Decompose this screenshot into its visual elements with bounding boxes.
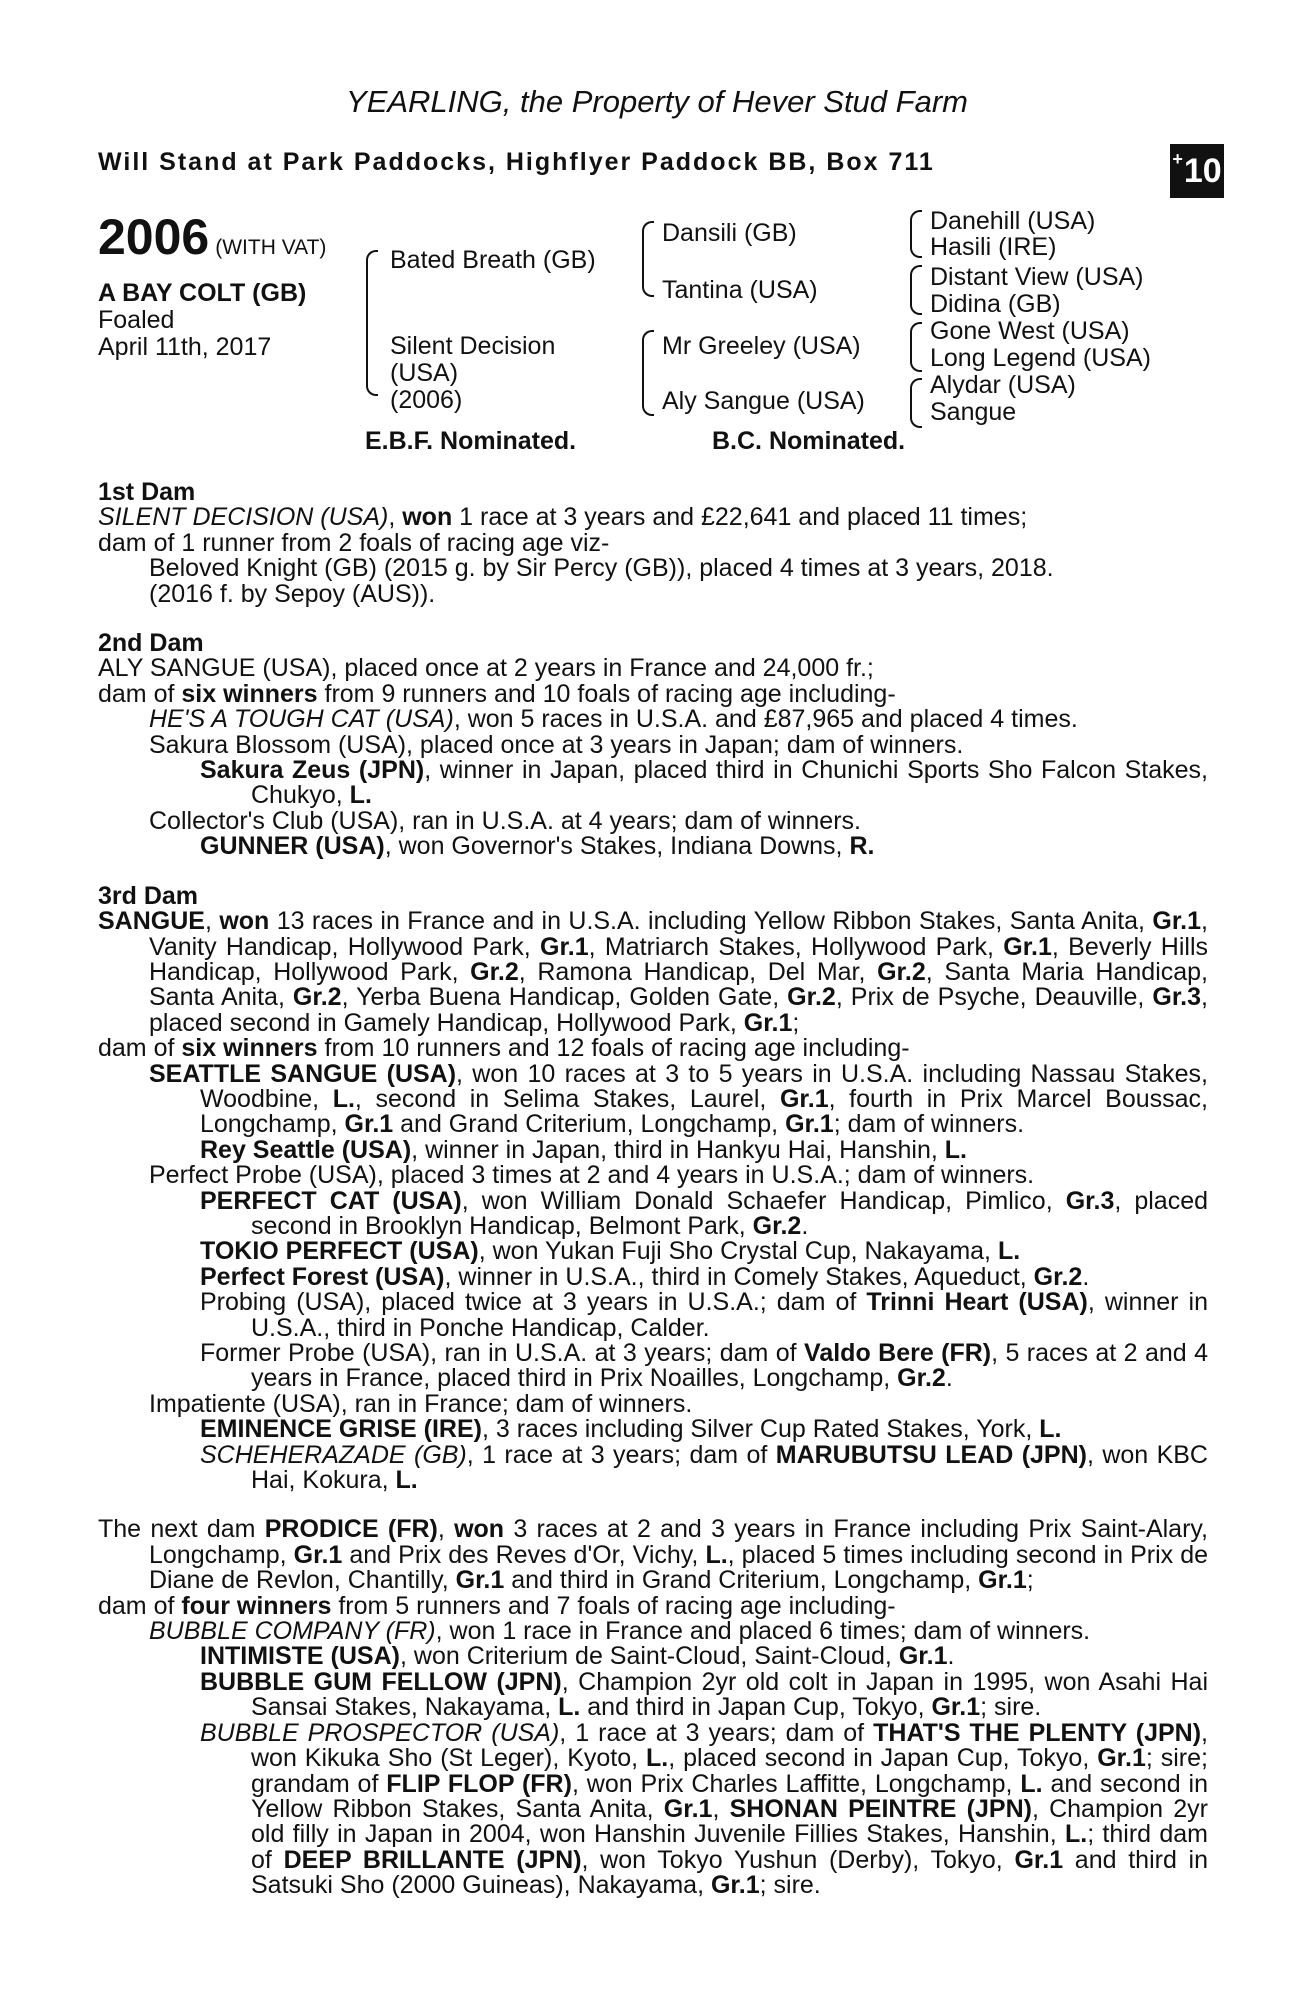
page-header: YEARLING, the Property of Hever Stud Farm — [346, 84, 968, 119]
text: from 9 runners and 10 foals of racing age including- — [317, 679, 896, 708]
stand-location: Will Stand at Park Paddocks, Highflyer Paddock BB, Box 711 — [98, 148, 935, 176]
text: , — [712, 1794, 730, 1823]
text: and second in Yellow Ribbon Stakes, Santa Anita, — [251, 1769, 1208, 1823]
gg-sire-1: Danehill (USA) — [930, 207, 1096, 235]
text: , fourth in Prix Marcel Boussac, Longchamp, — [200, 1084, 1208, 1139]
horse-name: BUBBLE GUM FELLOW (JPN) — [200, 1667, 562, 1696]
progeny-line — [98, 1135, 1208, 1164]
gg-dam-1: Hasili (IRE) — [930, 233, 1057, 261]
horse-name: DEEP BRILLANTE (JPN) — [283, 1845, 582, 1874]
text: ; dam of winners. — [833, 1110, 1025, 1139]
horse-name: SANGUE — [98, 907, 205, 936]
year-number: 2006 — [98, 209, 210, 265]
grade: Gr.1 — [1014, 1845, 1064, 1874]
text: , won 1 race in France and placed 6 times; dam of winners. — [435, 1617, 1091, 1646]
text: , winner in Japan, third in Hankyu Hai, Hanshin, — [411, 1135, 945, 1164]
text: from 10 runners and 12 foals of racing age including- — [317, 1034, 910, 1063]
progeny-line: Perfect Probe (USA), placed 3 times at 2 and 4 years in U.S.A.; dam of winners. — [149, 1161, 1035, 1190]
grade: Gr.1 — [1152, 907, 1202, 936]
text: , second in Selima Stakes, Laurel, — [354, 1084, 780, 1113]
text: , won Kikuka Sho (St Leger), Kyoto, — [251, 1718, 1208, 1773]
text: 1 race at 3 years and £22,641 and placed 11 times; — [452, 503, 1028, 532]
text: , won William Donald Schaefer Handicap, Pimlico, — [461, 1186, 1066, 1215]
won-label: won — [402, 503, 453, 532]
horse-name: EMINENCE GRISE (IRE) — [200, 1415, 482, 1444]
horse-name: MARUBUTSU LEAD (JPN) — [775, 1440, 1087, 1469]
grade: Gr.3 — [1065, 1186, 1115, 1215]
next-dam-summary — [98, 1591, 1208, 1620]
gg-dam-4: Sangue — [930, 398, 1017, 426]
text: , Vanity Handicap, Hollywood Park, — [149, 907, 1208, 961]
text: and third in Japan Cup, Tokyo, — [580, 1693, 932, 1722]
first-dam-summary: dam of 1 runner from 2 foals of racing age viz- — [98, 528, 610, 557]
bc-nominated: B.C. Nominated. — [712, 427, 906, 455]
text: ; sire; grandam of — [251, 1744, 1208, 1798]
progeny-line — [98, 834, 1208, 859]
grade: L. — [558, 1693, 581, 1722]
text: and third in Grand Criterium, Longchamp, — [504, 1566, 979, 1595]
horse-name: INTIMISTE (USA) — [200, 1642, 400, 1671]
text: , winner in Japan, placed third in Chunichi Sports Sho Falcon Stakes, Chukyo, — [251, 756, 1208, 810]
grade: L. — [1039, 1415, 1062, 1444]
text: , winner in U.S.A., third in Ponche Handicap, Calder. — [251, 1288, 1208, 1342]
grade: Gr.1 — [710, 1871, 760, 1900]
gg-sire-4: Alydar (USA) — [930, 371, 1076, 399]
horse-name: BUBBLE COMPANY (FR) — [149, 1617, 436, 1646]
grade: L. — [705, 1540, 728, 1569]
grade: L. — [1020, 1769, 1043, 1798]
grade: Gr.1 — [898, 1642, 948, 1671]
first-dam-line: SILENT DECISION (USA), won 1 race at 3 years and £22,641 and placed 11 times; — [98, 503, 1028, 532]
grade: Gr.1 — [540, 932, 589, 961]
text: , won Tokyo Yushun (Derby), Tokyo, — [581, 1845, 1015, 1874]
text: , won Criterium de Saint-Cloud, Saint-Cloud, — [400, 1642, 899, 1671]
dam-sire-name: Mr Greeley (USA) — [662, 332, 861, 360]
text: , placed second in Brooklyn Handicap, Belmont Park, — [251, 1186, 1209, 1240]
bold-text: six winners — [181, 1034, 318, 1063]
grade: Gr.1 — [978, 1566, 1027, 1595]
grade: L. — [646, 1744, 669, 1773]
horse-name: HE'S A TOUGH CAT (USA) — [149, 705, 454, 734]
text: and Grand Criterium, Longchamp, — [393, 1110, 786, 1139]
progeny-line — [98, 1667, 1208, 1722]
text: , won Prix Charles Laffitte, Longchamp, — [571, 1769, 1021, 1798]
pedigree-brace-2b — [642, 330, 654, 416]
text: The next dam — [98, 1515, 265, 1544]
pedigree-brace-3b — [910, 265, 922, 315]
horse-name: SILENT DECISION (USA) — [98, 503, 389, 532]
text: , won Governor's Stakes, Indiana Downs, — [384, 832, 850, 861]
text: dam of — [98, 1034, 182, 1063]
foaled-label: Foaled — [98, 306, 175, 334]
text: ; sire. — [980, 1693, 1042, 1722]
ebf-nominated: E.B.F. Nominated. — [365, 427, 577, 455]
grade: Gr.1 — [785, 1110, 834, 1139]
dam-dam-name: Aly Sangue (USA) — [662, 387, 865, 415]
gg-sire-2: Distant View (USA) — [930, 263, 1144, 291]
grade: Gr.1 — [293, 1540, 343, 1569]
progeny-line: Impatiente (USA), ran in France; dam of winners. — [149, 1389, 693, 1418]
text: , 5 races at 2 and 4 years in France, placed third in Prix Noailles, Longchamp, — [251, 1339, 1208, 1393]
lot-number: 10 — [1183, 151, 1222, 190]
text: 3 races at 2 and 3 years in France including Prix Saint-Alary, Longchamp, — [149, 1515, 1208, 1569]
text: , placed second in Japan Cup, Tokyo, — [668, 1744, 1098, 1773]
pedigree-brace-3a — [910, 210, 922, 258]
horse-name: A BAY COLT (GB) — [98, 279, 307, 307]
progeny-line — [98, 1619, 1208, 1644]
third-dam-summary — [98, 1036, 1208, 1061]
pedigree-brace-1 — [366, 250, 378, 396]
text: , Champion 2yr old colt in Japan in 1995, won Asahi Hai Sansai Stakes, Nakayama, — [251, 1667, 1208, 1722]
text: . — [947, 1642, 955, 1671]
horse-name: THAT'S THE PLENTY (JPN) — [873, 1718, 1202, 1747]
catalogue-body — [98, 480, 1208, 1899]
text: ; — [1026, 1566, 1034, 1595]
foaled-date: April 11th, 2017 — [98, 333, 272, 361]
text: , Prix de Psyche, Deauville, — [835, 983, 1153, 1012]
progeny-line — [98, 1186, 1209, 1240]
progeny-line — [98, 1417, 1208, 1442]
grade: L. — [395, 1466, 418, 1495]
text: , 3 races including Silver Cup Rated Stakes, York, — [481, 1415, 1040, 1444]
third-dam-line: SANGUE, won 13 races in France and in U.S.A. including Yellow Ribbon Stakes, Santa Anita, Gr.1, Vanity Handicap, Hollywood Park, Gr.1, Matriarch Stakes, Hollywood Park, Gr.1, Beverly Hills Handicap, Hollywood Park, Gr.2, Ramona Handicap, Del Mar, Gr.2, Santa Maria Handicap, Santa Anita, Gr.2, Yerba Buena Handicap, Golden Gate, Gr.2, Prix de Psyche, Deauville, Gr.3, placed second in Gamely Handicap, Hollywood Park, Gr.1; — [98, 907, 1209, 1037]
grade: Gr.2 — [470, 957, 519, 986]
grade: L. — [349, 781, 372, 810]
text: , Beverly Hills Handicap, Hollywood Park, — [149, 932, 1209, 986]
text: , placed second in Gamely Handicap, Hollywood Park, — [149, 983, 1208, 1037]
next-dam-line: The next dam PRODICE (FR), won 3 races at 2 and 3 years in France including Prix Saint-Alary, Longchamp, Gr.1 and Prix des Reves d'Or, Vichy, L., placed 5 times including second in Prix de Diane de Revlon, Chantilly, Gr.1 and third in Grand Criterium, Longchamp, Gr.1; — [98, 1515, 1209, 1595]
grade: Gr.2 — [897, 1364, 946, 1393]
horse-name: Perfect Forest (USA) — [200, 1262, 445, 1291]
progeny-line: Beloved Knight (GB) (2015 g. by Sir Percy (GB)), placed 4 times at 3 years, 2018. — [149, 554, 1054, 583]
bold-text: six winners — [181, 679, 318, 708]
gg-dam-2: Didina (GB) — [930, 290, 1061, 318]
grade: Gr.1 — [1097, 1744, 1146, 1773]
grade: L. — [944, 1135, 967, 1164]
grade: Gr.2 — [292, 983, 342, 1012]
grade: R. — [849, 832, 875, 861]
second-dam-summary — [98, 679, 1208, 708]
text: , Champion 2yr old filly in Japan in 2004, won Hanshin Juvenile Fillies Stakes, Hanshin, — [251, 1794, 1208, 1849]
won-label: won — [454, 1515, 505, 1544]
dam-name-line1: Silent Decision — [390, 332, 556, 360]
sire-sire-name: Dansili (GB) — [662, 219, 797, 247]
gg-sire-3: Gone West (USA) — [930, 317, 1130, 345]
text: and Prix des Reves d'Or, Vichy, — [342, 1540, 706, 1569]
section-heading-3rd-dam: 3rd Dam — [98, 881, 199, 910]
text: , 1 race at 3 years; dam of — [559, 1718, 874, 1747]
text: , won 5 races in U.S.A. and £87,965 and placed 4 times. — [453, 705, 1078, 734]
grade: Gr.1 — [455, 1566, 505, 1595]
pedigree-brace-2a — [642, 221, 654, 297]
text: , Ramona Handicap, Del Mar, — [518, 957, 878, 986]
text: Probing (USA), placed twice at 3 years in U.S.A.; dam of — [200, 1288, 867, 1317]
grade: Gr.1 — [743, 1008, 793, 1037]
grade: Gr.3 — [1152, 983, 1202, 1012]
progeny-line: Collector's Club (USA), ran in U.S.A. at 4 years; dam of winners. — [149, 806, 861, 835]
horse-name: TOKIO PERFECT (USA) — [200, 1237, 479, 1266]
horse-name: PERFECT CAT (USA) — [200, 1186, 462, 1215]
horse-name: Trinni Heart (USA) — [866, 1288, 1088, 1317]
horse-name: SHONAN PEINTRE (JPN) — [729, 1794, 1032, 1823]
grade: Gr.2 — [787, 983, 836, 1012]
text: , winner in U.S.A., third in Comely Stakes, Aqueduct, — [444, 1262, 1034, 1291]
horse-name: PRODICE (FR) — [264, 1515, 438, 1544]
progeny-line — [98, 1239, 1208, 1264]
progeny-line — [98, 1718, 1209, 1900]
text: ; sire. — [759, 1871, 821, 1900]
pedigree-brace-3d — [910, 378, 922, 428]
sire-name: Bated Breath (GB) — [390, 246, 596, 274]
grade: Gr.1 — [1003, 932, 1052, 961]
text: from 5 runners and 7 foals of racing age including- — [331, 1591, 896, 1620]
text: , Yerba Buena Handicap, Golden Gate, — [341, 983, 788, 1012]
horse-name: GUNNER (USA) — [200, 832, 385, 861]
text: Former Probe (USA), ran in U.S.A. at 3 years; dam of — [200, 1339, 805, 1367]
text: ; — [792, 1008, 800, 1037]
text: , placed 5 times including second in Prix de Diane de Revlon, Chantilly, — [149, 1540, 1209, 1595]
text: dam of — [98, 1591, 182, 1620]
grade: Gr.1 — [931, 1693, 981, 1722]
grade: Gr.2 — [752, 1211, 802, 1240]
lot-plus: + — [1172, 148, 1183, 169]
text: , Matriarch Stakes, Hollywood Park, — [588, 932, 1004, 961]
horse-name: FLIP FLOP (FR) — [386, 1769, 572, 1798]
text: . — [801, 1211, 809, 1240]
grade: Gr.1 — [663, 1794, 713, 1823]
progeny-line — [98, 1059, 1208, 1139]
progeny-line — [98, 1290, 1208, 1341]
grade: L. — [332, 1084, 355, 1113]
progeny-line — [98, 707, 1208, 732]
dam-name-line3: (2006) — [390, 386, 463, 414]
text: , Santa Maria Handicap, Santa Anita, — [149, 957, 1208, 1012]
text: 13 races in France and in U.S.A. including Yellow Ribbon Stakes, Santa Anita, — [269, 907, 1153, 936]
lot-number-badge — [1170, 144, 1224, 198]
bold-text: four winners — [181, 1591, 332, 1620]
grade: Gr.1 — [344, 1110, 394, 1139]
grade: Gr.1 — [779, 1084, 829, 1113]
horse-name: SCHEHERAZADE (GB) — [200, 1440, 467, 1469]
text: , won KBC Hai, Kokura, — [251, 1440, 1208, 1495]
pedigree-brace-3c — [910, 322, 922, 372]
dam-name-line2: (USA) — [390, 359, 459, 387]
sire-dam-name: Tantina (USA) — [662, 276, 818, 304]
second-dam-line: ALY SANGUE (USA), placed once at 2 years in France and 24,000 fr.; — [98, 654, 874, 683]
year-badge — [98, 209, 327, 273]
horse-name: Valdo Bere (FR) — [804, 1339, 992, 1367]
progeny-line: Sakura Blossom (USA), placed once at 3 years in Japan; dam of winners. — [149, 730, 964, 759]
text: ; third dam of — [251, 1820, 1209, 1874]
horse-name: Sakura Zeus (JPN) — [200, 756, 425, 785]
progeny-line — [98, 758, 1208, 809]
progeny-line: (2016 f. by Sepoy (AUS)). — [149, 579, 436, 608]
text: , 1 race at 3 years; dam of — [466, 1440, 776, 1469]
grade: L. — [997, 1237, 1021, 1266]
text: . — [945, 1364, 953, 1393]
grade: Gr.2 — [1033, 1262, 1083, 1291]
horse-name: SEATTLE SANGUE (USA) — [149, 1059, 457, 1088]
section-heading-1st-dam: 1st Dam — [98, 478, 196, 506]
progeny-line — [98, 1341, 1208, 1392]
progeny-line — [98, 1262, 1208, 1291]
horse-name: Rey Seattle (USA) — [200, 1135, 412, 1164]
progeny-line — [98, 1440, 1208, 1495]
horse-name: BUBBLE PROSPECTOR (USA) — [200, 1718, 560, 1747]
text: , won 10 races at 3 to 5 years in U.S.A. including Nassau Stakes, Woodbine, — [200, 1059, 1208, 1113]
text: and third in Satsuki Sho (2000 Guineas), Nakayama, — [251, 1845, 1209, 1900]
text: , won Yukan Fuji Sho Crystal Cup, Nakayama, — [478, 1237, 998, 1266]
text: . — [1082, 1262, 1090, 1291]
progeny-line — [98, 1644, 1208, 1669]
won-label: won — [219, 907, 270, 936]
text: dam of — [98, 679, 182, 708]
grade: L. — [1064, 1820, 1088, 1849]
gg-dam-3: Long Legend (USA) — [930, 344, 1151, 372]
grade: Gr.2 — [877, 957, 926, 986]
vat-note: (WITH VAT) — [215, 236, 327, 259]
section-heading-2nd-dam: 2nd Dam — [98, 629, 204, 658]
